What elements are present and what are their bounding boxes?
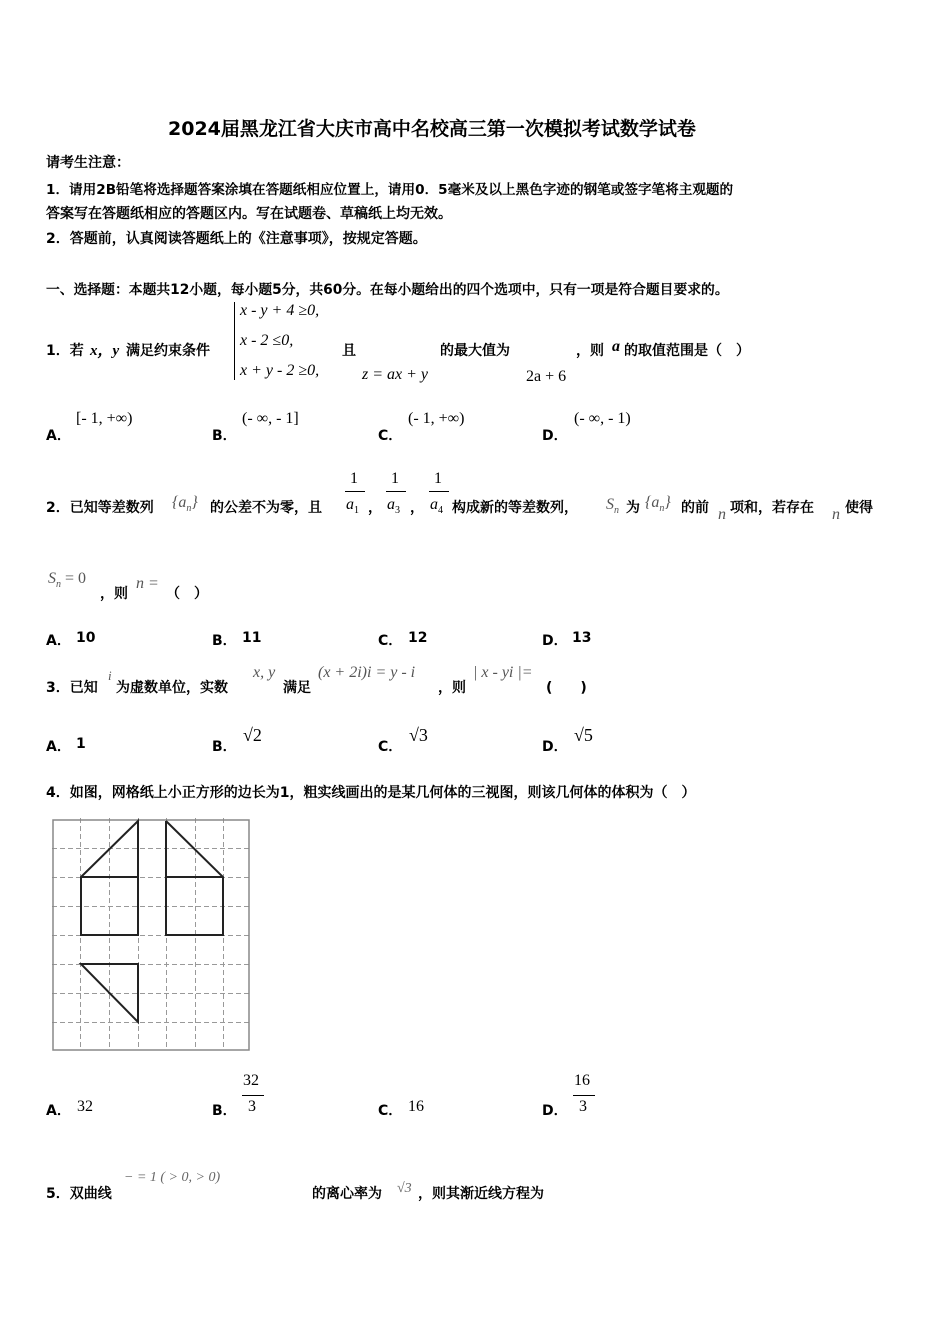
q1-brace xyxy=(234,302,235,380)
q4-option-a-label: A． xyxy=(46,1103,71,1119)
q2-option-c-value: 12 xyxy=(408,630,428,646)
q3-option-c-label: C． xyxy=(378,739,403,755)
q4-option-b-den: 3 xyxy=(248,1098,256,1115)
q2-option-a-label: A． xyxy=(46,633,71,649)
q2-frac1-bar xyxy=(345,491,365,492)
q1-tail2: 的取值范围是（ ） xyxy=(624,343,750,359)
q5-mid: 的离心率为 xyxy=(312,1186,382,1202)
q2-S: S xyxy=(606,496,614,513)
q2-S-sub: n xyxy=(614,505,619,517)
notice-line-2: 2．答题前，认真阅读答题纸上的《注意事项》，按规定答题。 xyxy=(46,231,427,247)
q2-xianghe: 项和，若存在 xyxy=(730,500,814,516)
q2-mid2: 构成新的等差数列， xyxy=(452,500,578,516)
q3-xy: x, y xyxy=(253,664,276,681)
notice-heading: 请考生注意： xyxy=(46,155,130,171)
section-heading: 一、选择题：本题共12小题，每小题5分，共60分。在每小题给出的四个选项中，只有一项是符合题目要求的。 xyxy=(46,282,729,298)
q1-cond: 满足约束条件 xyxy=(126,343,210,359)
q4-text: 4．如图，网格纸上小正方形的边长为1，粗实线画出的是某几何体的三视图，则该几何体的体积为（ ） xyxy=(46,785,696,801)
q2-option-a-value: 10 xyxy=(76,630,96,646)
q4-option-a-value: 32 xyxy=(77,1098,93,1115)
q3-option-d-label: D． xyxy=(542,739,568,755)
q2-Sn xyxy=(606,496,619,516)
q2-seq-an-2: $\{a_n\}$ xyxy=(645,494,671,515)
q2-seq-an: $\{a_n\}$ xyxy=(172,494,198,515)
q2-frac2-den xyxy=(387,496,400,516)
q1-constraint-3: x + y - 2 ≥0, xyxy=(240,362,320,379)
q1-option-a-label: A． xyxy=(46,428,71,444)
q2-a1: a xyxy=(346,496,354,513)
q2-S-2-sub: n xyxy=(56,579,61,591)
q1-option-d-label: D． xyxy=(542,428,568,444)
q5-eccentricity: √3 xyxy=(397,1181,412,1196)
q2-option-d-label: D． xyxy=(542,633,568,649)
q2-a4: a xyxy=(430,496,438,513)
q2-n-eq: n = xyxy=(136,575,159,592)
q2-an-sub: n xyxy=(186,503,192,515)
q3-option-b-value: √2 xyxy=(243,725,262,745)
q4-option-d-label: D． xyxy=(542,1103,568,1119)
q1-prefix: 1．若 xyxy=(46,343,84,359)
q3-option-a-value: 1 xyxy=(76,736,86,752)
q3-ze: ，则 xyxy=(438,680,466,696)
q3-abs: | x - yi |= xyxy=(473,664,533,681)
q2-ze: ，则 xyxy=(100,586,128,602)
q1-option-a-value: [- 1, +∞) xyxy=(76,410,133,427)
q1-var-a: a xyxy=(612,338,620,355)
q1-option-c-value: (- 1, +∞) xyxy=(408,410,465,427)
q4-option-d-den: 3 xyxy=(579,1098,587,1115)
q3-paren: ( ) xyxy=(546,680,587,696)
q1-max-value: 2a + 6 xyxy=(526,368,567,385)
q2-frac3-num: 1 xyxy=(434,470,442,487)
q2-frac1-num: 1 xyxy=(350,470,358,487)
q3-mid: 为虚数单位，实数 xyxy=(116,680,228,696)
side-view xyxy=(166,821,223,935)
q1-constraint-2: x - 2 ≤0, xyxy=(240,332,294,349)
q2-an-2: a xyxy=(651,494,660,511)
q2-frac2-num: 1 xyxy=(391,470,399,487)
q3-satisfy: 满足 xyxy=(283,680,311,696)
q3-i: i xyxy=(108,668,112,683)
q2-n-1: n xyxy=(718,506,726,523)
q5-tail: ，则其渐近线方程为 xyxy=(418,1186,544,1202)
q2-frac3-den xyxy=(430,496,443,516)
q2-option-c-label: C． xyxy=(378,633,403,649)
q1-and: 且 xyxy=(342,343,356,359)
q1-option-b-label: B． xyxy=(212,428,237,444)
q2-shide: 使得 xyxy=(845,500,873,516)
q2-a3: a xyxy=(387,496,395,513)
q1-vars: x，y xyxy=(90,343,120,359)
q2-option-b-value: 11 xyxy=(242,630,262,646)
q2-mid: 的公差不为零，且 xyxy=(210,500,322,516)
q2-Sn-zero xyxy=(48,570,86,590)
q4-option-c-value: 16 xyxy=(408,1098,424,1115)
q2-eq-zero: = 0 xyxy=(65,570,87,587)
q4-option-c-label: C． xyxy=(378,1103,403,1119)
q2-wei: 为 xyxy=(626,500,640,516)
q2-qian: 的前 xyxy=(681,500,709,516)
q1-constraint-1: x - y + 4 ≥0, xyxy=(240,302,320,319)
q2-a4-sub: 4 xyxy=(438,505,443,517)
q3-option-a-label: A． xyxy=(46,739,71,755)
q3-option-c-value: √3 xyxy=(409,725,428,745)
q2-paren: （ ） xyxy=(166,586,208,602)
q2-frac3-bar xyxy=(429,491,449,492)
q2-prefix: 2．已知等差数列 xyxy=(46,500,154,516)
q1-option-c-label: C． xyxy=(378,428,403,444)
q2-a1-sub: 1 xyxy=(354,505,359,517)
q4-option-d-num: 16 xyxy=(574,1072,590,1089)
q2-frac1-den xyxy=(346,496,359,516)
q1-max-text: 的最大值为 xyxy=(440,343,510,359)
q2-comma-1: ， xyxy=(368,500,382,516)
q1-option-b-value: (- ∞, - 1] xyxy=(242,410,299,427)
q3-option-b-label: B． xyxy=(212,739,237,755)
figure-thick-lines xyxy=(81,821,223,1022)
q4-option-b-num: 32 xyxy=(243,1072,259,1089)
notice-line-1a: 1．请用2B铅笔将选择题答案涂填在答题纸相应位置上，请用0．5毫米及以上黑色字迹的钢笔或签字笔将主观题的 xyxy=(46,182,734,198)
q1-option-d-value: (- ∞, - 1) xyxy=(574,410,631,427)
q1-tail: ，则 xyxy=(576,343,604,359)
three-view-figure xyxy=(52,818,252,1054)
q3-prefix: 3．已知 xyxy=(46,680,98,696)
q2-frac2-bar xyxy=(386,491,406,492)
q2-n-2: n xyxy=(832,506,840,523)
q5-prefix: 5．双曲线 xyxy=(46,1186,112,1202)
q4-option-d-bar xyxy=(573,1095,595,1096)
page-title: 2024届黑龙江省大庆市高中名校高三第一次模拟考试数学试卷 xyxy=(168,118,696,140)
notice-line-1b: 答案写在答题纸相应的答题区内。写在试题卷、草稿纸上均无效。 xyxy=(46,206,452,222)
q2-an-2-sub: n xyxy=(659,503,665,515)
q2-option-b-label: B． xyxy=(212,633,237,649)
q2-option-d-value: 13 xyxy=(572,630,592,646)
q2-a3-sub: 3 xyxy=(395,505,400,517)
q4-option-b-bar xyxy=(242,1095,264,1096)
q2-an: a xyxy=(178,494,187,511)
q3-equation: (x + 2i)i = y - i xyxy=(318,664,416,681)
q4-option-b-label: B． xyxy=(212,1103,237,1119)
q1-objective: z = ax + y xyxy=(362,366,429,383)
q3-option-d-value: √5 xyxy=(574,725,593,745)
q2-comma-2: ， xyxy=(410,500,424,516)
q2-S-2: S xyxy=(48,570,56,587)
q5-equation: − = 1 ( > 0, > 0) xyxy=(124,1170,221,1185)
